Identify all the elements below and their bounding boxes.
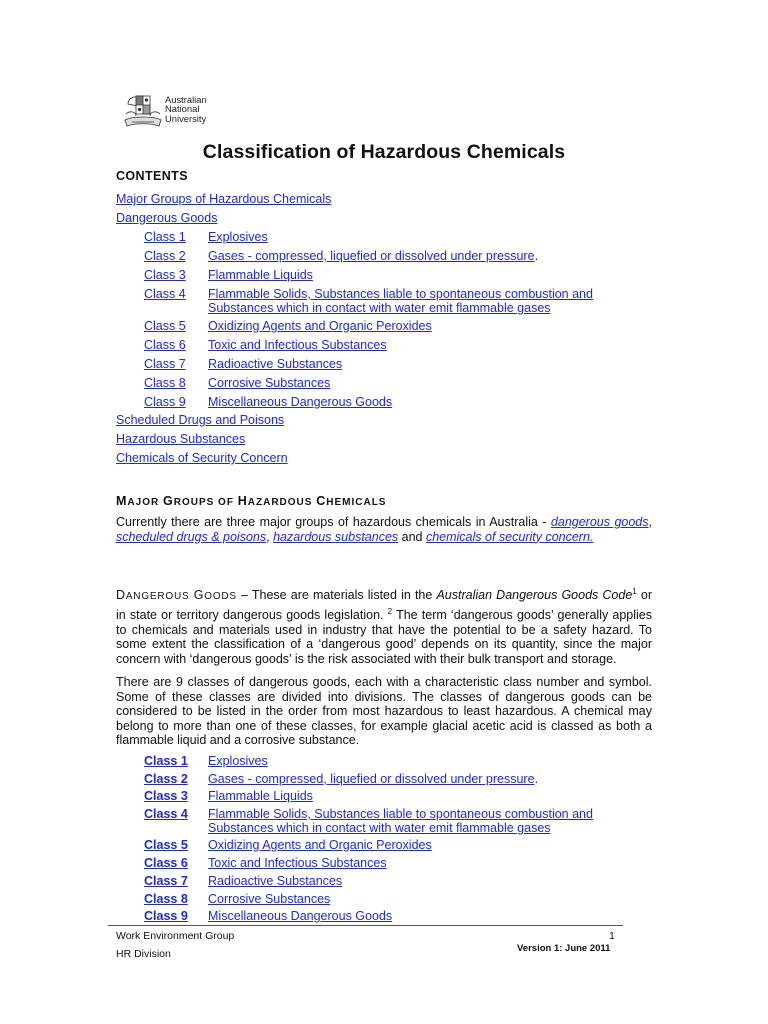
toc-class-link[interactable]: Miscellaneous Dangerous Goods bbox=[208, 395, 393, 409]
class-number[interactable]: Class 2 bbox=[144, 771, 188, 786]
paragraph-text: or in state or territory dangerous goods legislation. bbox=[116, 588, 652, 622]
toc-link-dangerous-goods[interactable]: Dangerous Goods bbox=[116, 211, 218, 225]
paragraph-major-groups bbox=[116, 515, 652, 544]
footer-department: Work Environment Group bbox=[116, 930, 235, 942]
toc-class-link[interactable]: Corrosive Substances bbox=[208, 376, 331, 390]
class-link[interactable]: Radioactive Substances bbox=[208, 873, 343, 888]
footnote-ref: 2 bbox=[387, 606, 393, 616]
toc-class-number[interactable]: Class 1 bbox=[144, 230, 186, 244]
heading-part: G bbox=[162, 494, 174, 508]
toc-class-link[interactable]: Oxidizing Agents and Organic Peroxides bbox=[208, 319, 432, 333]
class-link[interactable]: Oxidizing Agents and Organic Peroxides bbox=[208, 838, 432, 852]
inline-heading-dangerous-goods bbox=[116, 588, 237, 603]
heading-part: D bbox=[116, 588, 126, 603]
footer-divider bbox=[108, 925, 623, 926]
toc-class-number[interactable]: Class 9 bbox=[144, 395, 186, 409]
class-link[interactable]: Miscellaneous Dangerous Goods bbox=[208, 909, 393, 923]
toc-class-link[interactable]: Radioactive Substances bbox=[208, 357, 343, 371]
paragraph-text: and bbox=[398, 529, 426, 544]
footer-page-number: 1 bbox=[609, 930, 615, 942]
document-title: Classification of Hazardous Chemicals bbox=[202, 141, 566, 163]
toc-class-link[interactable]: Toxic and Infectious Substances bbox=[208, 338, 387, 352]
toc-class-number[interactable]: Class 8 bbox=[144, 376, 186, 390]
toc-link-major-groups[interactable]: Major Groups of Hazardous Chemicals bbox=[116, 192, 332, 206]
link-dangerous-goods[interactable]: dangerous goods bbox=[550, 515, 649, 529]
paragraph-classes-intro: There are 9 classes of dangerous goods, each with a characteristic class number and symbol. Some of these classes are divided into divisions. The classes of dangerous goods can be considered to be listed in the order from most hazardous to least hazardous. A chemical may belong to more than one of these classes, for example glacial acetic acid is classed as both a flammable liquid and a corrosive substance. bbox=[116, 675, 652, 748]
toc-class-number[interactable]: Class 7 bbox=[144, 357, 186, 371]
toc-class-link[interactable]: Gases - compressed, liquefied or dissolved under pressure bbox=[208, 249, 535, 263]
heading-part: C bbox=[316, 494, 327, 508]
toc-class-number[interactable]: Class 5 bbox=[144, 319, 186, 333]
class-number[interactable]: Class 6 bbox=[144, 855, 188, 870]
link-hazardous-substances[interactable]: hazardous substances bbox=[273, 529, 399, 544]
heading-part: ANGEROUS bbox=[125, 591, 194, 603]
anu-crest-icon bbox=[122, 94, 164, 130]
heading-part: M bbox=[116, 494, 128, 508]
class-number[interactable]: Class 4 bbox=[144, 807, 188, 821]
paragraph-text: Currently there are three major groups of hazardous chemicals in Australia - bbox=[116, 515, 551, 529]
toc-link-security-concern[interactable]: Chemicals of Security Concern bbox=[116, 451, 288, 465]
link-security-concern[interactable]: chemicals of security concern. bbox=[425, 529, 594, 544]
toc-class-number[interactable]: Class 6 bbox=[144, 338, 186, 352]
class-link[interactable]: Gases - compressed, liquefied or dissolved under pressure bbox=[208, 771, 535, 786]
link-scheduled-drugs[interactable]: scheduled drugs & poisons bbox=[116, 529, 267, 544]
class-link[interactable]: Flammable Solids, Substances liable to spontaneous combustion and bbox=[208, 807, 593, 821]
heading-part: OODS bbox=[204, 591, 237, 603]
footnote-ref: 1 bbox=[632, 587, 637, 596]
toc-class-link[interactable]: Explosives bbox=[208, 230, 268, 244]
toc-class-link[interactable]: Flammable Solids, Substances liable to spontaneous combustion and bbox=[208, 287, 593, 301]
paragraph-dangerous-goods bbox=[116, 585, 652, 666]
class-link[interactable]: Explosives bbox=[208, 754, 268, 768]
heading-part: ROUPS OF bbox=[173, 497, 238, 508]
heading-part: H bbox=[237, 494, 248, 508]
class-link-continued[interactable]: Substances which in contact with water emit flammable gases bbox=[208, 821, 551, 835]
logo-wordmark bbox=[165, 95, 207, 123]
logo-line-1: Australian bbox=[165, 94, 207, 105]
anu-logo bbox=[122, 94, 222, 130]
class-number[interactable]: Class 7 bbox=[144, 873, 188, 888]
paragraph-text: The term ‘dangerous goods’ generally applies to chemicals and materials used in industry that have the potential to be a safety hazard. To some extent the classification of a ‘dangerous good’ depends on its quantity, since the major concern with ‘dangerous goods’ is the risk associated with their bulk transport and storage. bbox=[116, 607, 652, 666]
heading-part: G bbox=[193, 588, 205, 603]
footer-version: Version 1: June 2011 bbox=[517, 943, 611, 954]
toc-class-number[interactable]: Class 2 bbox=[144, 249, 186, 263]
toc-link-scheduled-drugs[interactable]: Scheduled Drugs and Poisons bbox=[116, 413, 285, 427]
heading-part: AZARDOUS bbox=[247, 497, 317, 508]
class-link[interactable]: Toxic and Infectious Substances bbox=[208, 855, 387, 870]
class-number[interactable]: Class 1 bbox=[144, 754, 188, 768]
toc-link-hazardous-substances[interactable]: Hazardous Substances bbox=[116, 432, 246, 446]
footer-division: HR Division bbox=[116, 948, 171, 960]
contents-heading: CONTENTS bbox=[116, 169, 188, 183]
class-number[interactable]: Class 8 bbox=[144, 891, 188, 906]
code-reference: Australian Dangerous Goods Code bbox=[436, 588, 633, 603]
paragraph-text: , bbox=[648, 515, 652, 529]
document-page: Australian National University Classification of Hazardous Chemicals CONTENTS Major Groups of Hazardous Chemicals Dangerous Goods Class 1 Explosives Class 2 Gases - compressed, liquefied or dissolved under pressure. Class 3 Flammable Liquids Class 4 Flammable Solids, Substances liable to spontaneous combustion and Substances which in contact with water emit flammable gases Class 5 Oxidizing Agents and Organic Peroxides Class 6 Toxic and Infectious Substances Class 7 Radioactive Substances Class 8 Corrosive Substances Class 9 Miscellaneous Dangerous Goods Scheduled Drugs and Poisons Hazardous Substances Chemicals of Security Concern MAJOR GROUPS OF HAZARDOUS CHEMICALS Currently there are three major groups of hazardous chemicals in Australia - dangerous goods, scheduled drugs & poisons, hazardous substances and chemicals of security concern. DANGEROUS GOODS – These are materials listed in the Australian Dangerous Goods Code$^1$ or in state or territory dangerous goods legislation. $^2$ The term ‘dangerous goods’ generally applies to chemicals and materials used in industry that have the potential to be a safety hazard. To some extent the classification of a ‘dangerous good’ depends on its quantity, since the major concern with ‘dangerous goods’ is the risk associated with their bulk transport and storage. There are 9 classes of dangerous goods, each with a characteristic class number and symbol. Some of these classes are divided into divisions. The classes of dangerous goods can be considered to be listed in the order from most hazardous to least hazardous. A chemical may belong to more than one of these classes, for example glacial acetic acid is classed as both a flammable liquid and a corrosive substance. Class 1 Explosives Class 2 Gases - compressed, liquefied or dissolved under pressure. Class 3 Flammable Liquids Class 4 Flammable Solids, Substances liable to spontaneous combustion and Substances which in contact with water emit flammable gases Class 5 Oxidizing Agents and Organic Peroxides Class 6 Toxic and Infectious Substances Class 7 Radioactive Substances Class 8 Corrosive Substances Class 9 Miscellaneous Dangerous Goods Work Environment Group HR Division 1 Version 1: June 2011 bbox=[0, 0, 768, 1024]
heading-part: AJOR bbox=[127, 497, 163, 508]
logo-line-3: University bbox=[165, 112, 207, 124]
class-number[interactable]: Class 5 bbox=[144, 838, 188, 852]
toc-class-number[interactable]: Class 4 bbox=[144, 287, 186, 301]
paragraph-text: – These are materials listed in the bbox=[236, 588, 437, 603]
class-number[interactable]: Class 9 bbox=[144, 909, 188, 923]
class-link[interactable]: Corrosive Substances bbox=[208, 891, 331, 906]
logo-line-2: National bbox=[165, 103, 200, 115]
toc-class-number[interactable]: Class 3 bbox=[144, 268, 186, 282]
section-heading-major-groups bbox=[116, 494, 386, 508]
toc-class-link[interactable]: Flammable Liquids bbox=[208, 268, 313, 282]
paragraph-text: , bbox=[266, 529, 274, 544]
heading-part: HEMICALS bbox=[326, 497, 387, 508]
toc-class-link-continued[interactable]: Substances which in contact with water emit flammable gases bbox=[208, 301, 551, 315]
class-number[interactable]: Class 3 bbox=[144, 789, 188, 803]
class-link[interactable]: Flammable Liquids bbox=[208, 789, 313, 803]
